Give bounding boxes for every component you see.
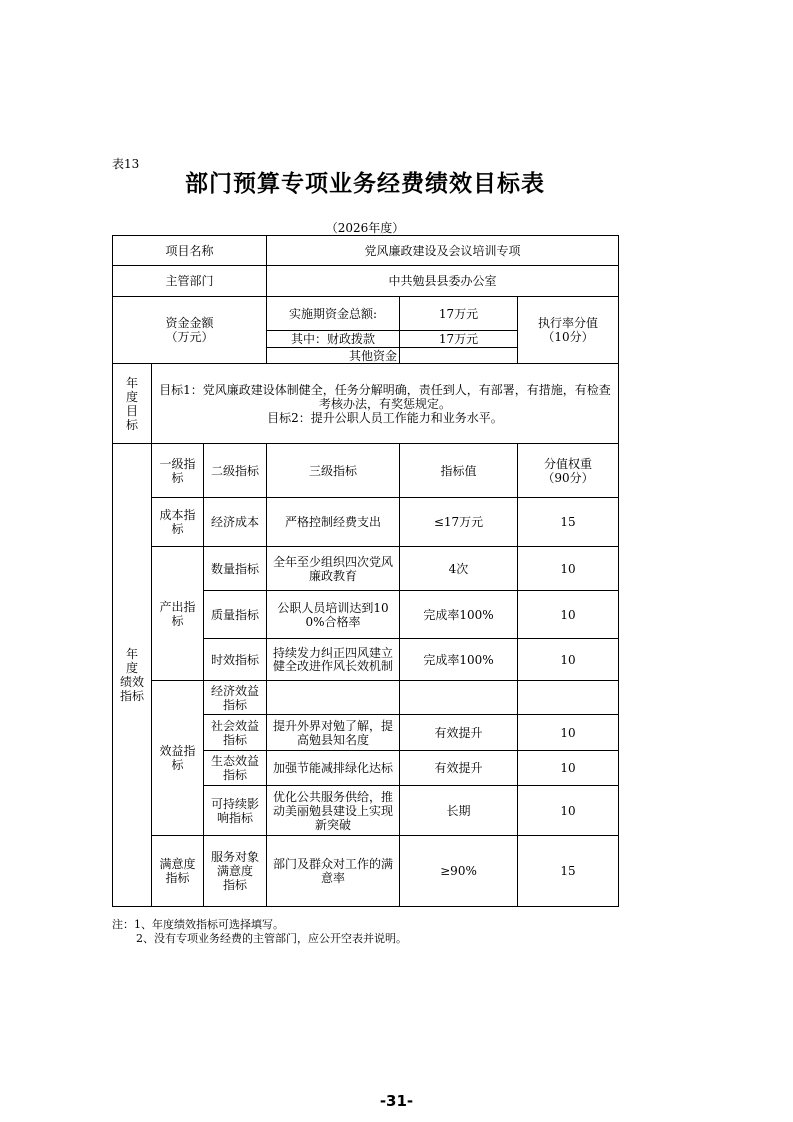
table-row	[113, 444, 619, 498]
header-weight: 分值权重 （90分）	[518, 444, 619, 498]
score-cell: 10	[518, 786, 619, 836]
level2-cell: 经济效益 指标	[204, 681, 267, 715]
score-cell: 10	[518, 715, 619, 751]
funds-label: 资金金额 （万元）	[113, 297, 267, 364]
level1-cost: 成本指 标	[152, 498, 204, 547]
annual-goal-label: 年 度 目 标	[113, 364, 152, 444]
level3-cell: 加强节能减排绿化达标	[267, 751, 400, 786]
footnote-2: 2、没有专项业务经费的主管部门，应公开空表并说明。	[136, 932, 407, 945]
annual-goal-text: 目标1：党风廉政建设体制健全，任务分解明确，责任到人，有部署，有措施，有检查考核办法，有奖惩规定。 目标2：提升公职人员工作能力和业务水平。	[152, 364, 619, 444]
page-title: 部门预算专项业务经费绩效目标表	[185, 171, 545, 197]
value-cell: 完成率100%	[400, 639, 518, 681]
level2-cell: 质量指标	[204, 591, 267, 639]
performance-table	[112, 235, 619, 907]
value-cell: 长期	[400, 786, 518, 836]
level3-cell: 优化公共服务供给，推动美丽勉县建设上实现新突破	[267, 786, 400, 836]
footnote-1: 注：1、年度绩效指标可选择填写。	[112, 918, 284, 931]
level2-cell: 经济成本	[204, 498, 267, 547]
dept-label: 主管部门	[113, 266, 267, 297]
value-cell: 完成率100%	[400, 591, 518, 639]
footnotes	[112, 918, 407, 946]
table-row	[113, 498, 619, 547]
funds-other-label: 其他资金	[267, 348, 400, 364]
level3-cell: 持续发力纠正四风建立健全改进作风长效机制	[267, 639, 400, 681]
value-cell: ≥90%	[400, 836, 518, 907]
table-row	[113, 836, 619, 907]
level3-cell	[267, 681, 400, 715]
header-value: 指标值	[400, 444, 518, 498]
level1-output: 产出指 标	[152, 547, 204, 681]
table-row	[113, 236, 619, 266]
level2-cell: 数量指标	[204, 547, 267, 591]
annual-indicator-label: 年 度 绩效 指标	[113, 444, 152, 907]
value-cell: 有效提升	[400, 751, 518, 786]
level2-cell: 社会效益 指标	[204, 715, 267, 751]
level2-cell: 服务对象 满意度 指标	[204, 836, 267, 907]
table-row	[113, 297, 619, 331]
table-number: 表13	[112, 157, 140, 171]
score-cell: 10	[518, 547, 619, 591]
score-cell: 15	[518, 836, 619, 907]
funds-fiscal-value: 17万元	[400, 331, 518, 348]
score-cell: 10	[518, 639, 619, 681]
header-level2: 二级指标	[204, 444, 267, 498]
score-cell	[518, 681, 619, 715]
level3-cell: 全年至少组织四次党风廉政教育	[267, 547, 400, 591]
funds-total-label: 实施期资金总额:	[267, 297, 400, 331]
table-row	[113, 547, 619, 591]
table-row	[113, 681, 619, 715]
fiscal-year: （2026年度）	[325, 221, 405, 235]
score-cell: 15	[518, 498, 619, 547]
level2-cell: 可持续影 响指标	[204, 786, 267, 836]
score-cell: 10	[518, 751, 619, 786]
header-level1: 一级指 标	[152, 444, 204, 498]
value-cell: 4次	[400, 547, 518, 591]
value-cell	[400, 681, 518, 715]
dept-value: 中共勉县县委办公室	[267, 266, 619, 297]
table-row	[113, 266, 619, 297]
value-cell: ≤17万元	[400, 498, 518, 547]
level1-benefit: 效益指 标	[152, 681, 204, 836]
value-cell: 有效提升	[400, 715, 518, 751]
funds-fiscal-label: 其中：财政拨款	[267, 331, 400, 348]
level1-satisfaction: 满意度 指标	[152, 836, 204, 907]
level2-cell: 时效指标	[204, 639, 267, 681]
level2-cell: 生态效益 指标	[204, 751, 267, 786]
level3-cell: 部门及群众对工作的满意率	[267, 836, 400, 907]
funds-total-value: 17万元	[400, 297, 518, 331]
level3-cell: 提升外界对勉了解，提高勉县知名度	[267, 715, 400, 751]
level3-cell: 公职人员培训达到100%合格率	[267, 591, 400, 639]
funds-other-value	[400, 348, 518, 364]
execution-rate-label: 执行率分值 （10分）	[518, 297, 619, 364]
page-number: -31-	[379, 1092, 414, 1110]
project-name-label: 项目名称	[113, 236, 267, 266]
score-cell: 10	[518, 591, 619, 639]
table-row	[113, 364, 619, 444]
project-name-value: 党风廉政建设及会议培训专项	[267, 236, 619, 266]
header-level3: 三级指标	[267, 444, 400, 498]
level3-cell: 严格控制经费支出	[267, 498, 400, 547]
